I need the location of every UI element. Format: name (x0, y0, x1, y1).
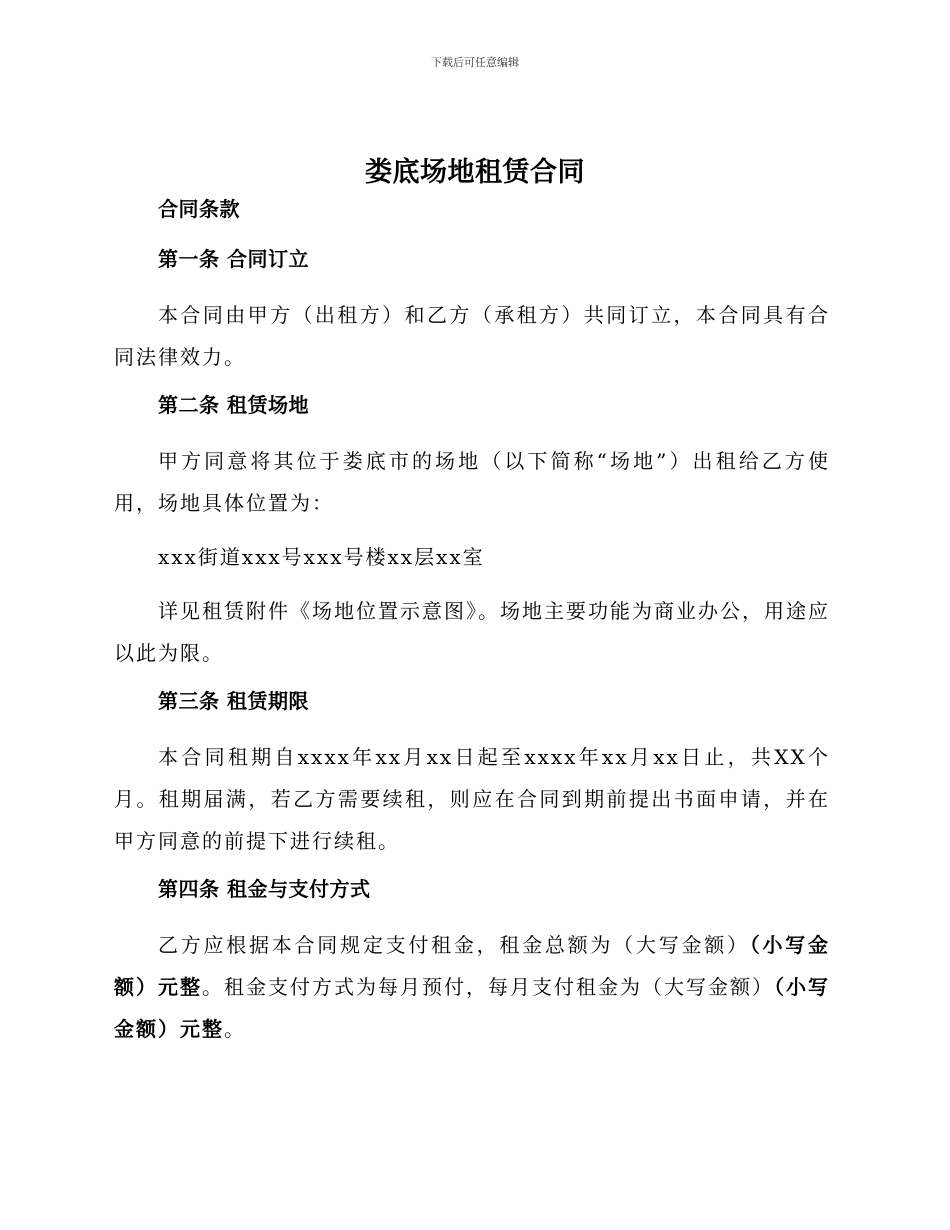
article1-paragraph: 本合同由甲方（出租方）和乙方（承租方）共同订立，本合同具有合同法律效力。 (114, 303, 830, 369)
contract-terms-heading: 合同条款 (158, 197, 240, 221)
article4-paragraph (114, 924, 830, 1050)
article3-heading: 第三条 租赁期限 (158, 689, 309, 713)
article2-paragraph-2: 详见租赁附件《场地位置示意图》。场地主要功能为商业办公，用途应以此为限。 (114, 599, 830, 665)
header-note: 下载后可任意编辑 (431, 56, 519, 69)
article3-paragraph: 本合同租期自xxxx年xx月xx日起至xxxx年xx月xx日止，共XX个月。租期届满，若乙方需要续租，则应在合同到期前提出书面申请，并在甲方同意的前提下进行续租。 (114, 745, 830, 853)
article4-text-part2: 。租金支付方式为每月预付，每月支付租金为（大写金额） (202, 975, 774, 999)
article4-text-part1: 乙方应根据本合同规定支付租金，租金总额为（大写金额） (158, 933, 750, 957)
article4-heading: 第四条 租金与支付方式 (158, 877, 371, 901)
article4-bold-amount-1: （小写金额）元整 (114, 933, 831, 999)
article1-heading: 第一条 合同订立 (158, 247, 309, 271)
article4-text-part3: 。 (224, 1017, 246, 1041)
article4-bold-amount-2: （小写金额）元整 (114, 975, 830, 1041)
article2-paragraph: 甲方同意将其位于娄底市的场地（以下简称“场地”）出租给乙方使用，场地具体位置为： (114, 449, 830, 515)
article2-address: xxx街道xxx号xxx号楼xx层xx室 (158, 545, 485, 569)
article2-heading: 第二条 租赁场地 (158, 393, 309, 417)
document-title: 娄底场地租赁合同 (365, 157, 585, 188)
document-body (114, 194, 830, 1062)
